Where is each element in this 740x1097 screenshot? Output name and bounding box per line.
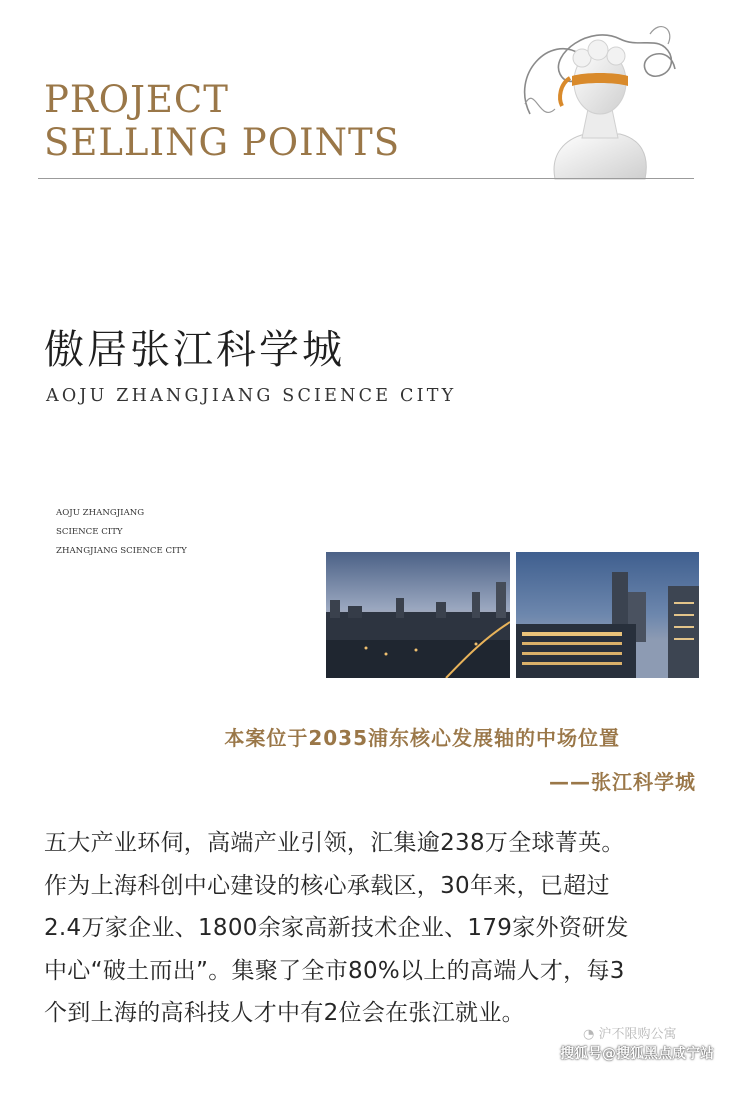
wechat-icon: ◔: [583, 1027, 599, 1042]
watermark-account: ◔ 沪不限购公寓: [583, 1027, 677, 1042]
section-title-en: AOJU ZHANGJIANG SCIENCE CITY: [46, 386, 457, 406]
header-title: [44, 78, 400, 164]
body-line: 个到上海的高科技人才中有2位会在张江就业。: [44, 1000, 525, 1026]
statue-bust-icon: [510, 14, 680, 182]
watermark-source: 搜狐号@搜狐黑点咸宁站: [560, 1046, 714, 1062]
body-line: 作为上海科创中心建设的核心承载区，30年来，已超过: [44, 872, 610, 899]
small-caption-line: SCIENCE CITY: [56, 527, 123, 537]
small-caption: [56, 507, 187, 564]
city-skyline-dusk-photo: [326, 552, 510, 678]
headline: 本案位于2035浦东核心发展轴的中场位置: [224, 726, 620, 750]
header-divider: [38, 178, 694, 179]
body-line: 中心“破土而出”。集聚了全市80%以上的高端人才，每3: [44, 957, 625, 984]
section-title-cn: 傲居张江科学城: [44, 327, 345, 373]
body-line: 五大产业环伺，高端产业引领，汇集逾238万全球菁英。: [44, 830, 625, 856]
body-line: 2.4万家企业、1800余家高新技术企业、179家外资研发: [44, 915, 629, 941]
small-caption-line: AOJU ZHANGJIANG: [56, 508, 145, 518]
header-title-line2: SELLING POINTS: [44, 121, 401, 164]
header-title-line1: PROJECT: [44, 78, 229, 121]
headline-sub: ——张江科学城: [549, 770, 696, 794]
body-paragraph: [44, 822, 704, 1035]
small-caption-line: ZHANGJIANG SCIENCE CITY: [56, 546, 187, 556]
office-towers-night-photo: [516, 552, 699, 678]
